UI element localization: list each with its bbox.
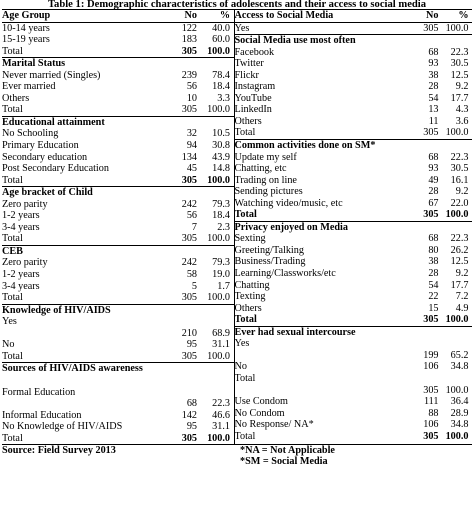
row-label: Texting bbox=[234, 291, 266, 303]
header-row bbox=[2, 10, 234, 23]
table-row bbox=[2, 186, 234, 199]
count-cell bbox=[157, 363, 197, 386]
count-cell: 22 bbox=[428, 291, 439, 303]
table-row bbox=[235, 268, 473, 280]
table-row bbox=[235, 280, 473, 292]
percent-cell: 12.5 bbox=[450, 256, 469, 268]
count-cell: 68 bbox=[428, 151, 439, 163]
table-row bbox=[235, 23, 473, 35]
table-row bbox=[2, 362, 234, 386]
count-cell: 54 bbox=[428, 279, 439, 291]
percent-cell: 18.4 bbox=[212, 81, 230, 93]
percent-cell: 26.2 bbox=[450, 244, 469, 256]
count-cell: 45 bbox=[186, 163, 197, 175]
table-row bbox=[2, 233, 234, 245]
table-row bbox=[235, 291, 473, 303]
row-label: Instagram bbox=[234, 81, 276, 93]
percent-cell: 100.0 bbox=[207, 233, 230, 245]
count-cell: 305 bbox=[423, 127, 439, 139]
percent-cell: 10.5 bbox=[212, 128, 230, 140]
count-cell: 94 bbox=[186, 140, 197, 152]
table-row bbox=[235, 245, 473, 257]
percent-cell: 4.9 bbox=[455, 302, 469, 314]
row-label: No bbox=[234, 361, 247, 373]
count-cell: 111 bbox=[423, 396, 439, 408]
row-label: Total bbox=[2, 432, 23, 444]
percent-cell: 30.8 bbox=[212, 140, 230, 152]
count-cell: 54 bbox=[428, 92, 439, 104]
table-row bbox=[2, 140, 234, 152]
count-cell: 68 bbox=[428, 233, 439, 245]
percent-cell: 12.5 bbox=[450, 69, 469, 81]
row-label: Business/Trading bbox=[234, 256, 306, 268]
count-cell bbox=[398, 35, 439, 47]
count-cell: 305 bbox=[181, 292, 197, 304]
row-label: Ever married bbox=[2, 81, 56, 93]
source-note: Source: Field Survey 2013 bbox=[2, 445, 116, 457]
row-label: Marital Status bbox=[2, 58, 66, 70]
table-row bbox=[235, 152, 473, 164]
table-row bbox=[235, 81, 473, 93]
percent-cell: 100.0 bbox=[207, 174, 230, 186]
table-row bbox=[235, 139, 473, 152]
table-row bbox=[235, 314, 473, 326]
table-row bbox=[2, 163, 234, 175]
percent-cell: 60.0 bbox=[212, 34, 230, 46]
percent-cell: 100.0 bbox=[207, 104, 230, 116]
percent-cell: 9.2 bbox=[455, 81, 469, 93]
count-cell: 305 bbox=[423, 22, 439, 34]
percent-cell: 9.2 bbox=[455, 186, 469, 198]
count-cell: 68 bbox=[428, 46, 439, 58]
percent-cell: 79.3 bbox=[212, 257, 230, 269]
percent-cell: 36.4 bbox=[450, 396, 469, 408]
percent-cell: 3.6 bbox=[455, 115, 469, 127]
row-label: No Schooling bbox=[2, 128, 59, 140]
table-row bbox=[235, 34, 473, 47]
row-label: Total bbox=[2, 292, 23, 304]
percent-cell bbox=[197, 363, 230, 386]
table-row bbox=[235, 326, 473, 339]
count-cell: 7 bbox=[191, 221, 197, 233]
count-cell: 13 bbox=[428, 104, 439, 116]
percent-cell bbox=[439, 35, 469, 47]
percent-cell: 3.3 bbox=[217, 92, 230, 104]
row-label: Primary Education bbox=[2, 140, 79, 152]
row-label: No bbox=[2, 339, 15, 351]
count-cell: 199 bbox=[423, 349, 439, 361]
row-label: Never married (Singles) bbox=[2, 69, 101, 81]
count-cell: 242 bbox=[181, 198, 197, 210]
count-cell: 305 bbox=[423, 209, 439, 221]
row-label: Facebook bbox=[234, 46, 275, 58]
table-row bbox=[235, 361, 473, 373]
percent-cell: 31.1 bbox=[212, 339, 230, 351]
percent-cell: 7.2 bbox=[455, 291, 469, 303]
count-cell: 242 bbox=[181, 257, 197, 269]
row-label: Others bbox=[234, 115, 262, 127]
row-label: Formal Education bbox=[2, 386, 76, 398]
table-row bbox=[2, 93, 234, 105]
row-label: Flickr bbox=[234, 69, 259, 81]
count-cell: 15 bbox=[428, 302, 439, 314]
table-row bbox=[235, 256, 473, 268]
row-label: Yes bbox=[2, 316, 17, 328]
header-row bbox=[235, 10, 473, 23]
table-row bbox=[2, 57, 234, 70]
table-row bbox=[2, 104, 234, 116]
table-row bbox=[235, 186, 473, 198]
row-label: Chatting bbox=[234, 279, 270, 291]
percent-cell: 65.2 bbox=[450, 349, 469, 361]
percent-cell: 18.4 bbox=[212, 210, 230, 222]
percent-cell bbox=[439, 327, 469, 339]
table-row bbox=[235, 396, 473, 408]
row-label: No Knowledge of HIV/AIDS bbox=[2, 421, 123, 433]
row-label: Total bbox=[2, 104, 23, 116]
percent-cell: 100.0 bbox=[445, 22, 469, 34]
table-row bbox=[2, 210, 234, 222]
row-label: 3-4 years bbox=[2, 221, 40, 233]
percent-cell: 100.0 bbox=[207, 350, 230, 362]
count-cell: No bbox=[184, 10, 197, 21]
table-row bbox=[2, 245, 234, 258]
count-cell: 305 bbox=[181, 233, 197, 245]
percent-cell: 78.4 bbox=[212, 69, 230, 81]
count-cell: 305 bbox=[181, 432, 197, 444]
percent-cell: 43.9 bbox=[212, 151, 230, 163]
percent-cell bbox=[439, 140, 469, 152]
count-cell: 239 bbox=[181, 69, 197, 81]
count-cell: 28 bbox=[428, 186, 439, 198]
table-row bbox=[235, 373, 473, 396]
count-cell: 10 bbox=[186, 92, 197, 104]
row-label: Post Secondary Education bbox=[2, 163, 109, 175]
count-cell: 38 bbox=[428, 69, 439, 81]
count-cell: 68 bbox=[186, 398, 197, 410]
row-label: Sources of HIV/AIDS awareness bbox=[2, 363, 143, 375]
table-row bbox=[2, 257, 234, 269]
count-cell: 134 bbox=[181, 151, 197, 163]
percent-cell bbox=[439, 222, 469, 234]
row-label: 1-2 years bbox=[2, 269, 40, 281]
count-cell: 305 bbox=[181, 350, 197, 362]
percent-cell: 40.0 bbox=[212, 22, 230, 34]
row-label: Update my self bbox=[234, 151, 297, 163]
percent-cell: 31.1 bbox=[212, 421, 230, 433]
table-row bbox=[2, 81, 234, 93]
row-label: Total bbox=[234, 430, 256, 442]
row-label: Access to Social Media bbox=[234, 10, 334, 21]
table-row bbox=[235, 431, 473, 443]
percent-cell: 34.8 bbox=[450, 361, 469, 373]
count-cell: 305 bbox=[181, 174, 197, 186]
percent-cell: 100.0 bbox=[445, 430, 469, 442]
count-cell: 28 bbox=[428, 268, 439, 280]
count-cell: 95 bbox=[186, 421, 197, 433]
count-cell bbox=[157, 117, 197, 129]
table-row bbox=[235, 198, 473, 210]
row-label: 10-14 years bbox=[2, 22, 50, 34]
percent-cell: 30.5 bbox=[450, 58, 469, 70]
table-row bbox=[2, 269, 234, 281]
row-label: Sexting bbox=[234, 233, 266, 245]
count-cell: 38 bbox=[428, 256, 439, 268]
percent-cell: 14.8 bbox=[212, 163, 230, 175]
demographics-table bbox=[2, 0, 472, 467]
table-row bbox=[2, 70, 234, 82]
count-cell bbox=[157, 246, 197, 258]
percent-cell: 68.9 bbox=[212, 327, 230, 339]
row-label: YouTube bbox=[234, 92, 272, 104]
row-label: 15-19 years bbox=[2, 34, 50, 46]
table-row bbox=[2, 34, 234, 46]
count-cell: 67 bbox=[428, 197, 439, 209]
row-label: Total bbox=[234, 209, 257, 221]
count-cell bbox=[398, 327, 439, 339]
row-label: Knowledge of HIV/AIDS bbox=[2, 304, 111, 316]
table-row bbox=[235, 70, 473, 82]
percent-cell bbox=[197, 58, 230, 70]
percent-cell: % bbox=[458, 10, 469, 21]
row-label: LinkedIn bbox=[234, 104, 272, 116]
table-row bbox=[235, 221, 473, 234]
table-row bbox=[235, 175, 473, 187]
count-cell: 305 bbox=[423, 430, 439, 442]
percent-cell bbox=[197, 246, 230, 258]
row-label: Others bbox=[234, 302, 262, 314]
percent-cell: 17.7 bbox=[450, 92, 469, 104]
count-cell: 106 bbox=[423, 361, 439, 373]
table-row bbox=[2, 339, 234, 351]
table-row bbox=[235, 47, 473, 59]
row-label: Zero parity bbox=[2, 257, 48, 269]
percent-cell: 100.0 bbox=[207, 432, 230, 444]
row-label: Yes bbox=[234, 338, 250, 350]
table-row bbox=[2, 304, 234, 317]
row-label: Chatting, etc bbox=[234, 163, 287, 175]
percent-cell: 30.5 bbox=[450, 163, 469, 175]
row-label: Common activities done on SM* bbox=[234, 140, 376, 152]
table-row bbox=[235, 408, 473, 420]
percent-cell: 17.7 bbox=[450, 279, 469, 291]
count-cell: 106 bbox=[423, 419, 439, 431]
table-title: Table 1: Demographic characteristics of adolescents and their access to social media bbox=[47, 0, 427, 9]
row-label: Privacy enjoyed on Media bbox=[234, 221, 348, 233]
row-label: 1-2 years bbox=[2, 210, 40, 222]
row-label: Total bbox=[2, 350, 23, 362]
percent-cell: 100.0 bbox=[445, 384, 469, 396]
row-label: Zero parity bbox=[2, 198, 48, 210]
row-label: Yes bbox=[234, 22, 250, 34]
percent-cell: 100.0 bbox=[207, 45, 230, 57]
row-label: Total bbox=[234, 372, 256, 384]
count-cell bbox=[398, 222, 439, 234]
percent-cell: 22.3 bbox=[450, 233, 469, 245]
percent-cell: 22.0 bbox=[450, 197, 469, 209]
footnote-sm: *SM = Social Media bbox=[240, 456, 328, 468]
count-cell: 183 bbox=[181, 34, 197, 46]
percent-cell bbox=[197, 305, 230, 317]
percent-cell: 34.8 bbox=[450, 419, 469, 431]
row-label: Informal Education bbox=[2, 409, 82, 421]
row-label: Total bbox=[234, 127, 256, 139]
table-row bbox=[235, 163, 473, 175]
table-row bbox=[2, 281, 234, 293]
count-cell bbox=[157, 305, 197, 317]
table-row bbox=[2, 128, 234, 140]
count-cell: 93 bbox=[428, 58, 439, 70]
table-row bbox=[235, 127, 473, 139]
table-row bbox=[2, 421, 234, 433]
percent-cell: % bbox=[219, 10, 230, 21]
percent-cell: 4.3 bbox=[455, 104, 469, 116]
percent-cell: 100.0 bbox=[445, 127, 469, 139]
table-row bbox=[2, 222, 234, 234]
left-column bbox=[2, 10, 235, 444]
percent-cell: 19.0 bbox=[212, 269, 230, 281]
row-label: Greeting/Talking bbox=[234, 244, 304, 256]
row-label: Trading on line bbox=[234, 174, 297, 186]
table-row bbox=[235, 209, 473, 221]
percent-cell: 22.3 bbox=[450, 46, 469, 58]
row-label: Social Media use most often bbox=[234, 35, 356, 47]
percent-cell: 2.3 bbox=[217, 221, 230, 233]
row-label: Twitter bbox=[234, 58, 264, 70]
row-label: Sending pictures bbox=[234, 186, 303, 198]
count-cell: No bbox=[426, 10, 439, 21]
table-row bbox=[2, 316, 234, 339]
footnotes bbox=[234, 445, 335, 467]
count-cell: 80 bbox=[428, 244, 439, 256]
percent-cell: 9.2 bbox=[455, 268, 469, 280]
table-row bbox=[235, 93, 473, 105]
count-cell: 122 bbox=[181, 22, 197, 34]
table-row bbox=[2, 46, 234, 58]
table-grid bbox=[2, 10, 472, 444]
percent-cell: 28.9 bbox=[450, 407, 469, 419]
percent-cell: 22.3 bbox=[212, 398, 230, 410]
table-row bbox=[235, 58, 473, 70]
count-cell bbox=[157, 58, 197, 70]
row-label: Educational attainment bbox=[2, 116, 105, 128]
count-cell: 56 bbox=[186, 81, 197, 93]
table-row bbox=[2, 152, 234, 164]
footnote-na: *NA = Not Applicable bbox=[240, 445, 335, 457]
table-row bbox=[235, 104, 473, 116]
row-label: Watching video/music, etc bbox=[234, 197, 343, 209]
percent-cell: 22.3 bbox=[450, 151, 469, 163]
count-cell: 305 bbox=[181, 45, 197, 57]
percent-cell: 100.0 bbox=[445, 209, 469, 221]
count-cell: 49 bbox=[428, 174, 439, 186]
row-label: Age bracket of Child bbox=[2, 187, 93, 199]
count-cell: 28 bbox=[428, 81, 439, 93]
row-label: Age Group bbox=[2, 10, 51, 21]
row-label: Total bbox=[2, 45, 23, 57]
table-row bbox=[2, 175, 234, 187]
count-cell: 95 bbox=[186, 339, 197, 351]
percent-cell: 100.0 bbox=[207, 292, 230, 304]
table-row bbox=[235, 233, 473, 245]
percent-cell: 79.3 bbox=[212, 198, 230, 210]
count-cell bbox=[157, 187, 197, 199]
row-label: CEB bbox=[2, 245, 23, 257]
table-row bbox=[2, 433, 234, 445]
percent-cell: 1.7 bbox=[217, 280, 230, 292]
table-row bbox=[2, 116, 234, 129]
row-label: Total bbox=[2, 174, 23, 186]
row-label: Secondary education bbox=[2, 151, 88, 163]
percent-cell bbox=[197, 187, 230, 199]
row-label: No Condom bbox=[234, 407, 285, 419]
count-cell: 5 bbox=[191, 280, 197, 292]
count-cell: 58 bbox=[186, 269, 197, 281]
row-label: Use Condom bbox=[234, 396, 288, 408]
row-label: No Response/ NA* bbox=[234, 419, 314, 431]
table-footer bbox=[2, 445, 472, 467]
table-row bbox=[2, 23, 234, 35]
table-row bbox=[235, 303, 473, 315]
row-label: Ever had sexual intercourse bbox=[234, 326, 356, 338]
count-cell bbox=[398, 140, 439, 152]
row-label: Total bbox=[2, 233, 23, 245]
table-row bbox=[2, 387, 234, 410]
table-row bbox=[235, 116, 473, 128]
count-cell: 11 bbox=[428, 115, 439, 127]
table-row bbox=[2, 199, 234, 211]
row-label: Learning/Classworks/etc bbox=[234, 268, 336, 280]
right-column bbox=[235, 10, 473, 444]
table-row bbox=[2, 292, 234, 304]
table-row bbox=[235, 338, 473, 361]
count-cell: 305 bbox=[423, 314, 439, 326]
row-label: Total bbox=[234, 314, 257, 326]
percent-cell: 46.6 bbox=[212, 409, 230, 421]
percent-cell: 16.1 bbox=[450, 174, 469, 186]
row-label: 3-4 years bbox=[2, 280, 40, 292]
count-cell: 142 bbox=[181, 409, 197, 421]
count-cell: 56 bbox=[186, 210, 197, 222]
count-cell: 305 bbox=[423, 384, 439, 396]
row-label: Others bbox=[2, 92, 30, 104]
table-row bbox=[2, 410, 234, 422]
table-row bbox=[2, 351, 234, 363]
count-cell: 32 bbox=[186, 128, 197, 140]
percent-cell bbox=[197, 117, 230, 129]
table-row bbox=[235, 419, 473, 431]
count-cell: 210 bbox=[181, 327, 197, 339]
count-cell: 93 bbox=[428, 163, 439, 175]
count-cell: 305 bbox=[181, 104, 197, 116]
count-cell: 88 bbox=[428, 407, 439, 419]
percent-cell: 100.0 bbox=[445, 314, 469, 326]
